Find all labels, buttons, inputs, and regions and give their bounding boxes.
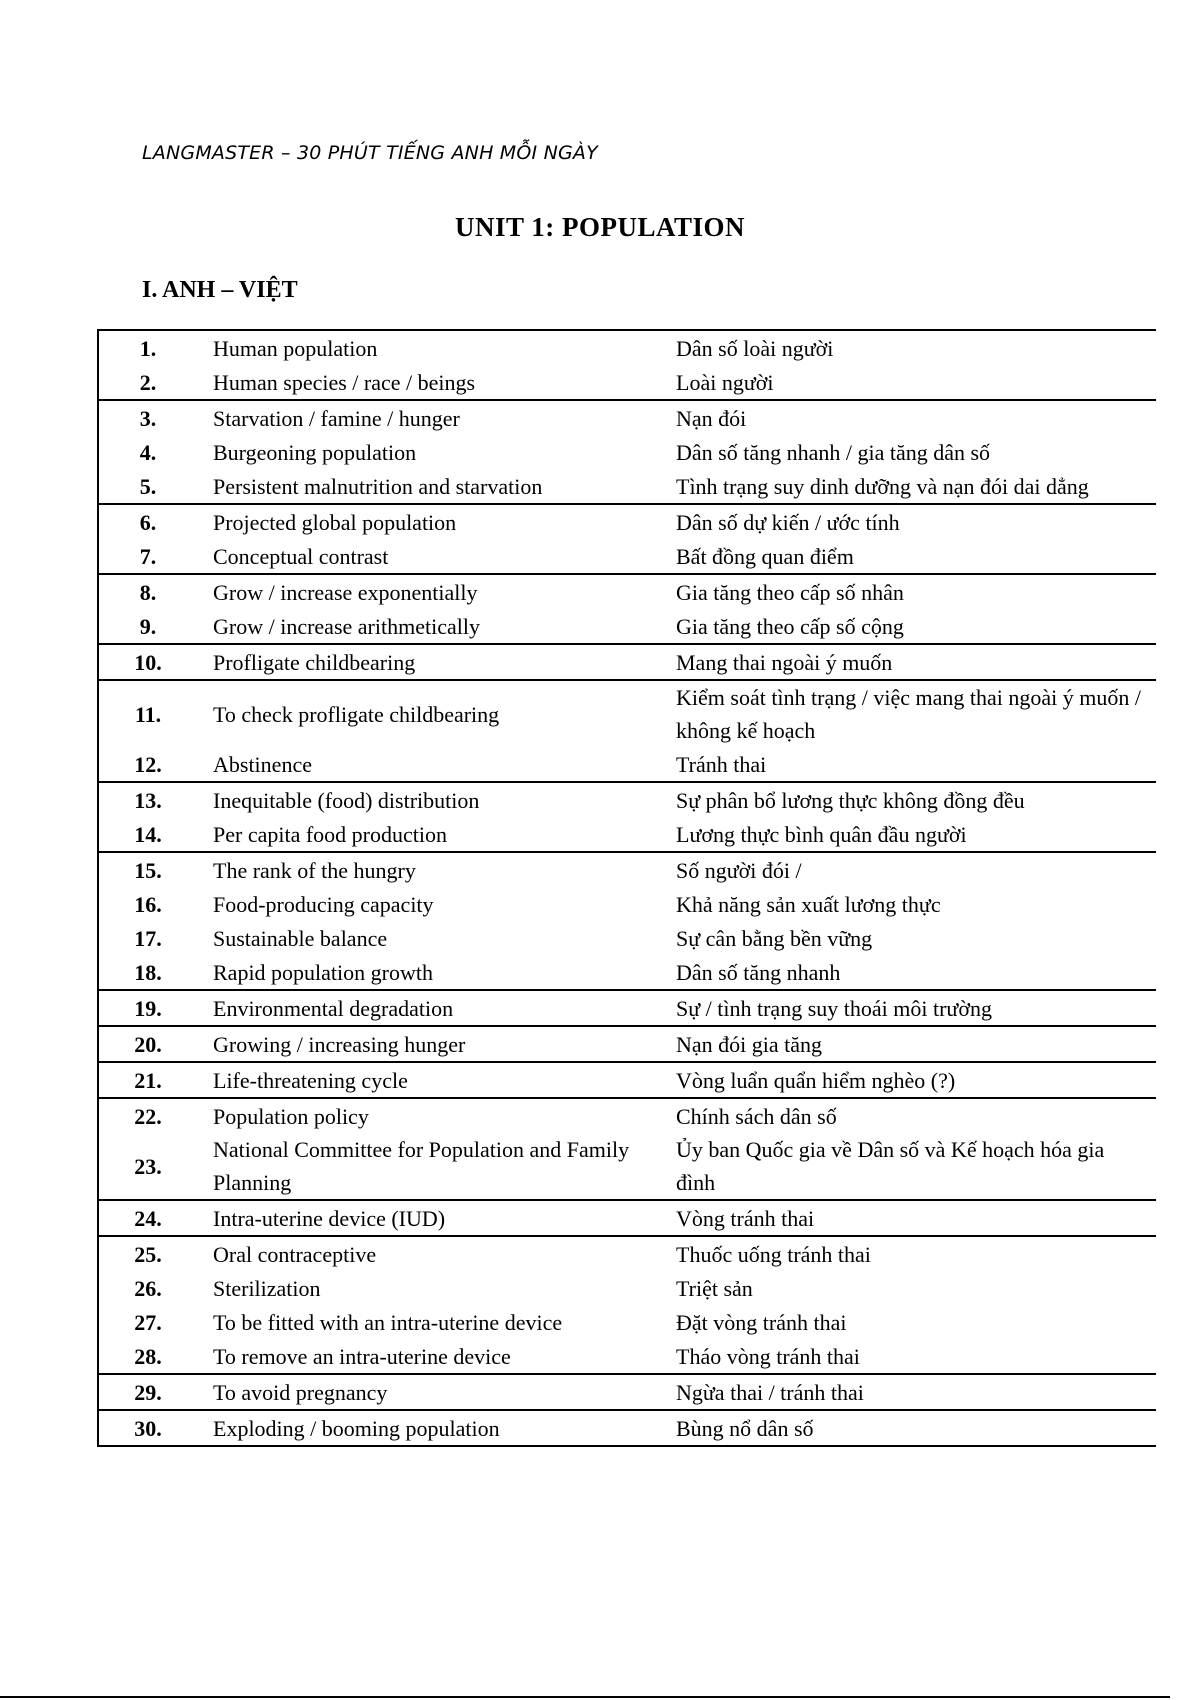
- vietnamese-meaning: Dân số tăng nhanh: [676, 959, 841, 985]
- table-row: [98, 539, 1156, 574]
- vietnamese-meaning: Thuốc uống tránh thai: [676, 1236, 1156, 1271]
- vietnamese-meaning: Nạn đói gia tăng: [676, 1026, 1156, 1062]
- term-number: 18.: [134, 959, 162, 985]
- english-term: Rapid population growth: [213, 959, 433, 985]
- vietnamese-meaning: Chính sách dân số: [676, 1098, 1156, 1133]
- table-row: [98, 644, 1156, 680]
- vietnamese-meaning: Dân số dự kiến / ước tính: [676, 504, 1156, 539]
- english-term: Environmental degradation: [213, 990, 676, 1026]
- english-term: Starvation / famine / hunger: [213, 400, 676, 435]
- vietnamese-meaning: Vòng tránh thai: [676, 1200, 1156, 1236]
- vietnamese-meaning: Gia tăng theo cấp số nhân: [676, 574, 1156, 609]
- table-row: [98, 990, 1156, 1026]
- term-number: 7.: [139, 543, 157, 569]
- english-term: Exploding / booming population: [213, 1410, 676, 1446]
- section-heading: I. ANH – VIỆT: [142, 277, 298, 303]
- vietnamese-meaning: Sự / tình trạng suy thoái môi trường: [676, 990, 1156, 1026]
- table-row: [98, 1062, 1156, 1098]
- vocabulary-table: [97, 329, 1156, 1447]
- english-term: Inequitable (food) distribution: [213, 782, 676, 817]
- vietnamese-meaning: Khả năng sản xuất lương thực: [676, 891, 941, 917]
- term-number: 16.: [134, 891, 162, 917]
- vietnamese-meaning: Nạn đói: [676, 400, 1156, 435]
- english-term: Intra-uterine device (IUD): [213, 1200, 676, 1236]
- english-term: Profligate childbearing: [213, 644, 676, 680]
- term-number: 6.: [98, 504, 213, 539]
- english-term: The rank of the hungry: [213, 852, 676, 887]
- term-number: 15.: [98, 852, 213, 887]
- term-number: 14.: [134, 821, 162, 847]
- table-row: [98, 365, 1156, 400]
- table-row: [98, 817, 1156, 852]
- term-number: 5.: [139, 473, 157, 499]
- term-number: 11.: [98, 680, 213, 747]
- term-number: 17.: [134, 925, 162, 951]
- table-row: [98, 747, 1156, 782]
- page-header: LANGMASTER – 30 PHÚT TIẾNG ANH MỖI NGÀY: [142, 142, 598, 164]
- english-term: Grow / increase exponentially: [213, 574, 676, 609]
- table-row: [98, 330, 1156, 365]
- vietnamese-meaning: Sự cân bằng bền vững: [676, 925, 873, 951]
- table-row: [98, 852, 1156, 887]
- term-number: 24.: [98, 1200, 213, 1236]
- page-title: UNIT 1: POPULATION: [454, 212, 746, 242]
- term-number: 22.: [98, 1098, 213, 1133]
- table-row: [98, 1374, 1156, 1410]
- vietnamese-meaning: Ủy ban Quốc gia về Dân số và Kế hoạch hóa gia đình: [676, 1137, 1105, 1195]
- term-number: 12.: [134, 751, 162, 777]
- term-number: 9.: [139, 613, 157, 639]
- vietnamese-meaning: Vòng luẩn quẩn hiểm nghèo (?): [676, 1062, 1156, 1098]
- english-term: To remove an intra-uterine device: [213, 1343, 511, 1369]
- term-number: 20.: [98, 1026, 213, 1062]
- table-row: [98, 574, 1156, 609]
- table-row: [98, 609, 1156, 644]
- english-term: Projected global population: [213, 504, 676, 539]
- term-number: 28.: [134, 1343, 162, 1369]
- vocabulary-table-body: [98, 330, 1156, 1446]
- table-row: [98, 955, 1156, 990]
- vietnamese-meaning: Lương thực bình quân đầu người: [676, 821, 967, 847]
- english-term: Population policy: [213, 1098, 676, 1133]
- english-term: Oral contraceptive: [213, 1236, 676, 1271]
- term-number: 8.: [98, 574, 213, 609]
- vietnamese-meaning: Đặt vòng tránh thai: [676, 1309, 847, 1335]
- vietnamese-meaning: Triệt sản: [676, 1275, 753, 1301]
- term-number: 21.: [98, 1062, 213, 1098]
- english-term: Human population: [213, 330, 676, 365]
- vietnamese-meaning: Bùng nổ dân số: [676, 1410, 1156, 1446]
- english-term: Sterilization: [213, 1275, 321, 1301]
- english-term: Life-threatening cycle: [213, 1062, 676, 1098]
- table-row: [98, 1098, 1156, 1133]
- term-number: 29.: [98, 1374, 213, 1410]
- term-number: 19.: [98, 990, 213, 1026]
- term-number: 25.: [98, 1236, 213, 1271]
- table-row: [98, 887, 1156, 921]
- table-row: [98, 1026, 1156, 1062]
- vietnamese-meaning: Mang thai ngoài ý muốn: [676, 644, 1156, 680]
- table-row: [98, 1305, 1156, 1339]
- vietnamese-meaning: Sự phân bổ lương thực không đồng đều: [676, 782, 1156, 817]
- footer-divider: [0, 1696, 1170, 1698]
- english-term: Human species / race / beings: [213, 369, 476, 395]
- english-term: To avoid pregnancy: [213, 1374, 676, 1410]
- vietnamese-meaning: Tình trạng suy dinh dưỡng và nạn đói dai dẳng: [676, 473, 1089, 499]
- table-row: [98, 680, 1156, 747]
- term-number: 10.: [98, 644, 213, 680]
- english-term: Food-producing capacity: [213, 891, 434, 917]
- vietnamese-meaning: Dân số tăng nhanh / gia tăng dân số: [676, 439, 991, 465]
- vietnamese-meaning: Tháo vòng tránh thai: [676, 1343, 860, 1369]
- vietnamese-meaning: Loài người: [676, 369, 774, 395]
- vietnamese-meaning: Gia tăng theo cấp số cộng: [676, 613, 904, 639]
- english-term: To be fitted with an intra-uterine device: [213, 1309, 563, 1335]
- term-number: 26.: [134, 1275, 162, 1301]
- term-number: 2.: [139, 369, 157, 395]
- table-row: [98, 1410, 1156, 1446]
- vietnamese-meaning: Kiểm soát tình trạng / việc mang thai ngoài ý muốn / không kế hoạch: [676, 680, 1156, 747]
- table-row: [98, 435, 1156, 469]
- table-row: [98, 1133, 1156, 1200]
- english-term: Sustainable balance: [213, 925, 388, 951]
- term-number: 13.: [98, 782, 213, 817]
- english-term: Growing / increasing hunger: [213, 1026, 676, 1062]
- table-row: [98, 1339, 1156, 1374]
- table-row: [98, 469, 1156, 504]
- english-term: Abstinence: [213, 751, 312, 777]
- term-number: 30.: [98, 1410, 213, 1446]
- table-row: [98, 782, 1156, 817]
- table-row: [98, 400, 1156, 435]
- english-term: National Committee for Population and Family Planning: [213, 1137, 630, 1195]
- english-term: Persistent malnutrition and starvation: [213, 473, 543, 499]
- vietnamese-meaning: Bất đồng quan điểm: [676, 543, 854, 569]
- english-term: Per capita food production: [213, 821, 447, 847]
- term-number: 4.: [139, 439, 157, 465]
- term-number: 3.: [98, 400, 213, 435]
- vietnamese-meaning: Tránh thai: [676, 751, 767, 777]
- table-row: [98, 1271, 1156, 1305]
- term-number: 23.: [134, 1153, 162, 1179]
- table-row: [98, 1236, 1156, 1271]
- english-term: To check profligate childbearing: [213, 680, 676, 747]
- english-term: Grow / increase arithmetically: [213, 613, 480, 639]
- vietnamese-meaning: Ngừa thai / tránh thai: [676, 1374, 1156, 1410]
- vietnamese-meaning: Dân số loài người: [676, 330, 1156, 365]
- table-row: [98, 1200, 1156, 1236]
- vietnamese-meaning: Số người đói /: [676, 852, 1156, 887]
- term-number: 27.: [134, 1309, 162, 1335]
- english-term: Conceptual contrast: [213, 543, 389, 569]
- english-term: Burgeoning population: [213, 439, 417, 465]
- table-row: [98, 504, 1156, 539]
- term-number: 1.: [98, 330, 213, 365]
- table-row: [98, 921, 1156, 955]
